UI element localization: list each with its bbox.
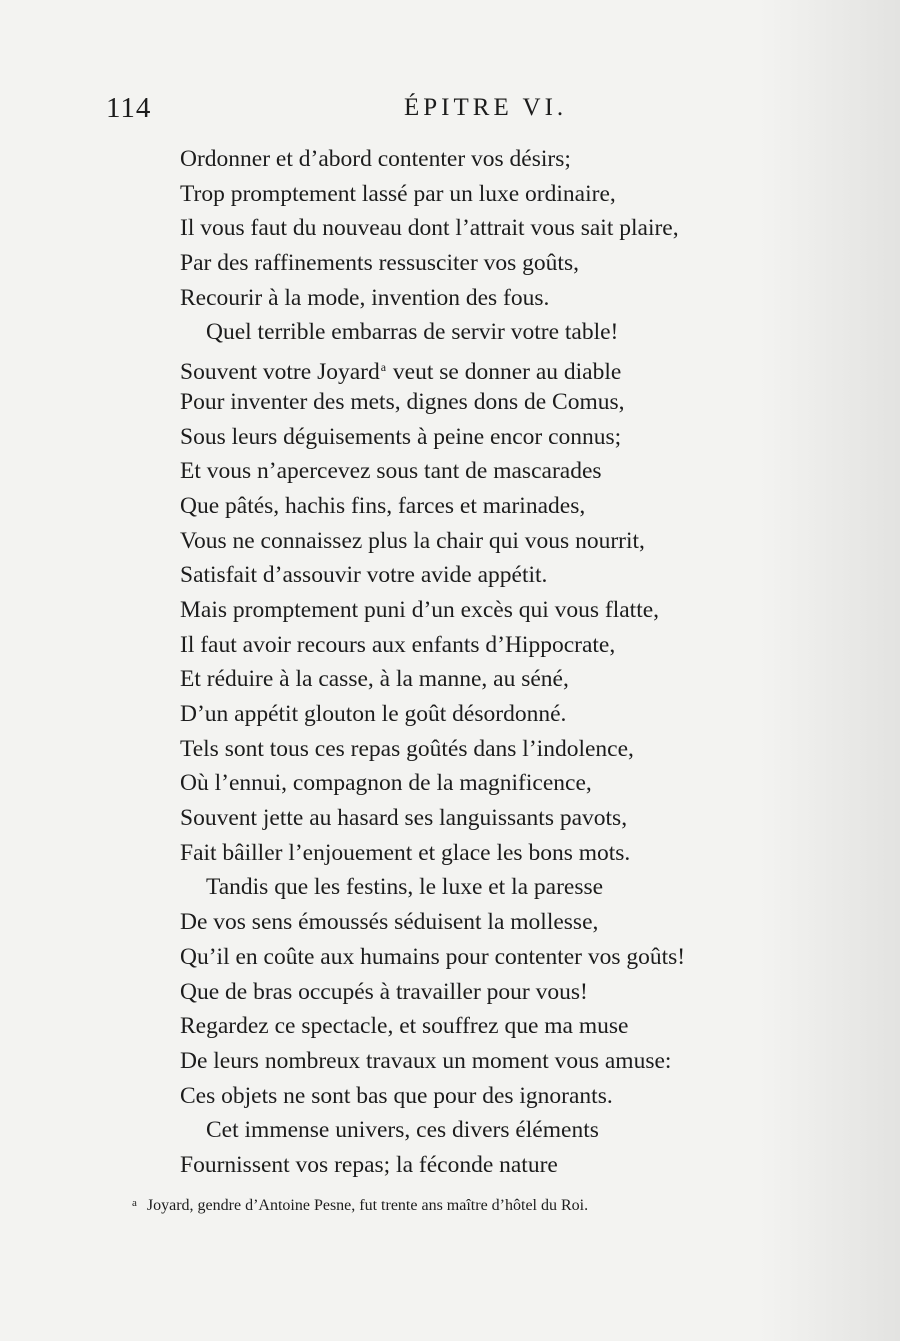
verse-line	[180, 801, 820, 836]
verse-line	[180, 315, 820, 350]
verse-text: Fournissent vos repas; la féconde nature	[180, 1151, 558, 1178]
footnote-text: Joyard, gendre d’Antoine Pesne, fut trente ans maître d’hôtel du Roi.	[146, 1197, 589, 1214]
verse-line	[180, 420, 820, 455]
verse-text: Regardez ce spectacle, et souffrez que ma muse	[180, 1013, 629, 1040]
verse-text: Cet immense univers, ces divers éléments	[206, 1117, 599, 1144]
verse-line	[180, 350, 820, 385]
verse-line	[180, 489, 820, 524]
verse-text: Pour inventer des mets, dignes dons de Comus,	[180, 388, 625, 415]
verse-text: Par des raffinements ressusciter vos goûts,	[180, 250, 579, 277]
verse-line	[180, 1113, 820, 1148]
verse-line	[180, 836, 820, 871]
verse-line	[180, 766, 820, 801]
poem-verses	[180, 142, 820, 1183]
verse-text: Qu’il en coûte aux humains pour contenter vos goûts!	[180, 943, 686, 970]
verse-text: Mais promptement puni d’un excès qui vous flatte,	[180, 596, 660, 623]
verse-text: Que pâtés, hachis fins, farces et marinades,	[180, 492, 586, 519]
verse-line	[180, 558, 820, 593]
verse-text: De vos sens émoussés séduisent la mollesse,	[180, 909, 599, 936]
verse-line	[180, 281, 820, 316]
footnote-marker: a	[132, 1197, 137, 1209]
verse-text: Souvent jette au hasard ses languissants pavots,	[180, 805, 628, 832]
verse-text: Sous leurs déguisements à peine encor connus;	[180, 423, 622, 450]
verse-line	[180, 870, 820, 905]
verse-line	[180, 177, 820, 212]
verse-text: Et réduire à la casse, à la manne, au séné,	[180, 666, 569, 693]
verse-line	[180, 1009, 820, 1044]
verse-text: Quel terrible embarras de servir votre table!	[206, 319, 619, 346]
footnote-reference: a	[380, 360, 387, 375]
verse-line	[180, 593, 820, 628]
verse-text-continued: veut se donner au diable	[387, 359, 622, 386]
verse-line	[180, 211, 820, 246]
verse-text: D’un appétit glouton le goût désordonné.	[180, 701, 567, 727]
verse-text: Souvent votre Joyard	[180, 359, 380, 386]
verse-text: Il vous faut du nouveau dont l’attrait vous sait plaire,	[180, 215, 679, 242]
verse-text: Que de bras occupés à travailler pour vous!	[180, 978, 588, 1005]
verse-line	[180, 1044, 820, 1079]
verse-text: Il faut avoir recours aux enfants d’Hippocrate,	[180, 631, 616, 658]
verse-line	[180, 142, 820, 177]
verse-text: De leurs nombreux travaux un moment vous amuse:	[180, 1047, 672, 1074]
verse-text: Où l’ennui, compagnon de la magnificence,	[180, 770, 592, 797]
verse-line	[180, 246, 820, 281]
verse-line	[180, 940, 820, 975]
verse-line	[180, 697, 820, 732]
verse-text: Tandis que les festins, le luxe et la paresse	[206, 874, 604, 901]
verse-text: Recourir à la mode, invention des fous.	[180, 284, 550, 311]
verse-line	[180, 732, 820, 767]
verse-text: Ces objets ne sont bas que pour des ignorants.	[180, 1082, 613, 1109]
verse-text: Satisfait d’assouvir votre avide appétit.	[180, 562, 548, 589]
page-header	[0, 92, 900, 132]
page-number: 114	[106, 92, 152, 124]
verse-text: Ordonner et d’abord contenter vos désirs;	[180, 146, 571, 172]
verse-line	[180, 905, 820, 940]
verse-line	[180, 975, 820, 1010]
verse-line	[180, 662, 820, 697]
verse-line	[180, 628, 820, 663]
verse-line	[180, 385, 820, 420]
footnote	[132, 1197, 832, 1215]
verse-line	[180, 1148, 820, 1183]
verse-line	[180, 454, 820, 489]
verse-text: Tels sont tous ces repas goûtés dans l’indolence,	[180, 735, 634, 762]
verse-text: Et vous n’apercevez sous tant de mascarades	[180, 458, 602, 485]
verse-line	[180, 524, 820, 559]
verse-text: Fait bâiller l’enjouement et glace les bons mots.	[180, 839, 631, 866]
verse-text: Vous ne connaissez plus la chair qui vous nourrit,	[180, 527, 645, 554]
verse-line	[180, 1079, 820, 1114]
verse-text: Trop promptement lassé par un luxe ordinaire,	[180, 180, 616, 207]
running-title: ÉPITRE VI.	[404, 94, 568, 121]
